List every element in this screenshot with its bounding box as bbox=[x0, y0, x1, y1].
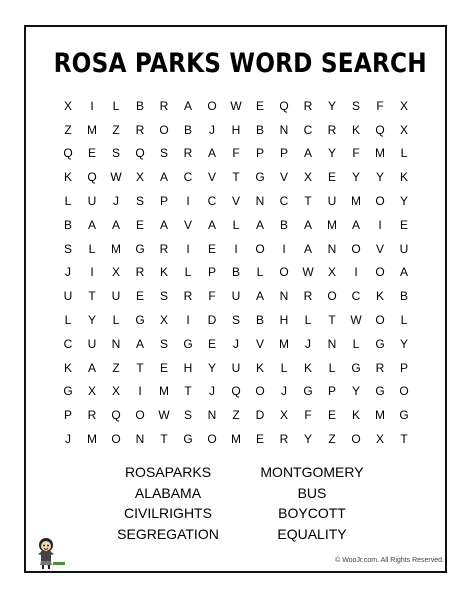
grid-letter: S bbox=[183, 408, 192, 423]
grid-letter: O bbox=[327, 289, 337, 304]
grid-letter: X bbox=[399, 98, 408, 113]
grid-letter: G bbox=[351, 360, 361, 375]
grid-letter: A bbox=[87, 217, 96, 232]
grid-letter: L bbox=[400, 146, 408, 161]
grid-letter: S bbox=[351, 98, 360, 113]
grid-letter: T bbox=[88, 289, 96, 304]
grid-letter: G bbox=[375, 384, 385, 399]
grid-letter: F bbox=[376, 98, 384, 113]
grid-letter: R bbox=[159, 98, 169, 113]
grid-letter: A bbox=[207, 146, 216, 161]
word-list-item: CIVILRIGHTS bbox=[124, 505, 212, 521]
grid-letter: E bbox=[255, 98, 264, 113]
grid-letter: K bbox=[63, 170, 72, 185]
grid-letter: N bbox=[279, 289, 289, 304]
grid-letter: M bbox=[111, 241, 121, 256]
grid-letter: I bbox=[90, 265, 94, 280]
grid-letter: L bbox=[184, 265, 192, 280]
page-title: ROSA PARKS WORD SEARCH bbox=[53, 48, 427, 79]
grid-letter: R bbox=[303, 289, 313, 304]
grid-letter: A bbox=[351, 217, 360, 232]
word-list bbox=[100, 462, 380, 542]
grid-letter: I bbox=[354, 265, 358, 280]
grid-letter: Y bbox=[399, 336, 408, 351]
grid-letter: I bbox=[282, 241, 286, 256]
grid-letter: M bbox=[87, 122, 97, 137]
grid-letter: M bbox=[351, 194, 361, 209]
grid-letter: K bbox=[303, 360, 312, 375]
grid-letter: W bbox=[158, 408, 170, 423]
grid-letter: F bbox=[352, 146, 360, 161]
grid-letter: O bbox=[135, 408, 145, 423]
grid-letter: Z bbox=[64, 122, 72, 137]
grid-letter: L bbox=[88, 241, 96, 256]
grid-letter: X bbox=[135, 170, 144, 185]
grid-letter: O bbox=[111, 432, 121, 447]
grid-letter: S bbox=[231, 313, 240, 328]
grid-letter: R bbox=[87, 408, 97, 423]
grid-letter: O bbox=[375, 313, 385, 328]
grid-letter: G bbox=[255, 170, 265, 185]
grid-letter: Z bbox=[112, 122, 120, 137]
grid-letter: S bbox=[135, 194, 144, 209]
grid-letter: D bbox=[255, 408, 265, 423]
grid-letter: O bbox=[255, 384, 265, 399]
grid-letter: V bbox=[231, 194, 240, 209]
grid-letter: P bbox=[159, 194, 168, 209]
grid-letter: L bbox=[256, 265, 264, 280]
grid-letter: S bbox=[63, 241, 72, 256]
grid-letter: N bbox=[327, 241, 337, 256]
grid-letter: B bbox=[183, 122, 192, 137]
grid-letter: M bbox=[231, 432, 241, 447]
grid-letter: L bbox=[232, 217, 240, 232]
grid-letter: K bbox=[351, 408, 360, 423]
grid-letter: J bbox=[209, 122, 215, 137]
grid-letter: Q bbox=[375, 122, 385, 137]
grid-letter: X bbox=[111, 384, 120, 399]
grid-letter: O bbox=[255, 241, 265, 256]
grid-letter: K bbox=[63, 360, 72, 375]
letter-grid bbox=[56, 94, 416, 451]
grid-letter: R bbox=[327, 122, 337, 137]
grid-letter: E bbox=[135, 217, 144, 232]
grid-letter: C bbox=[207, 194, 217, 209]
grid-letter: T bbox=[184, 384, 192, 399]
grid-letter: A bbox=[255, 289, 264, 304]
grid-letter: V bbox=[279, 170, 288, 185]
grid-letter: G bbox=[183, 336, 193, 351]
grid-letter: L bbox=[352, 336, 360, 351]
grid-letter: I bbox=[186, 194, 190, 209]
grid-letter: M bbox=[159, 384, 169, 399]
grid-letter: V bbox=[207, 170, 216, 185]
grid-letter: E bbox=[87, 146, 96, 161]
grid-letter: J bbox=[65, 432, 71, 447]
grid-letter: I bbox=[234, 241, 238, 256]
grid-letter: X bbox=[375, 432, 384, 447]
grid-letter: D bbox=[207, 313, 217, 328]
word-list-item: BUS bbox=[297, 484, 327, 501]
grid-letter: J bbox=[209, 384, 215, 399]
grid-letter: U bbox=[399, 241, 409, 256]
grid-letter: N bbox=[279, 122, 289, 137]
grid-letter: A bbox=[303, 146, 312, 161]
grid-letter: O bbox=[207, 432, 217, 447]
grid-letter: Q bbox=[231, 384, 241, 399]
grid-letter: J bbox=[305, 336, 311, 351]
grid-letter: R bbox=[375, 360, 385, 375]
grid-letter: C bbox=[351, 289, 361, 304]
word-list-item: ROSAPARKS bbox=[124, 464, 212, 480]
grid-letter: L bbox=[64, 194, 72, 209]
grid-letter: F bbox=[304, 408, 312, 423]
grid-letter: E bbox=[207, 336, 216, 351]
grid-letter: G bbox=[303, 384, 313, 399]
grid-letter: R bbox=[279, 432, 289, 447]
grid-letter: B bbox=[399, 289, 408, 304]
grid-letter: L bbox=[112, 313, 120, 328]
grid-letter: T bbox=[232, 170, 240, 185]
grid-letter: O bbox=[375, 194, 385, 209]
grid-letter: K bbox=[399, 170, 408, 185]
grid-letter: W bbox=[230, 98, 242, 113]
grid-letter: Y bbox=[207, 360, 216, 375]
grid-letter: N bbox=[135, 432, 145, 447]
grid-letter: A bbox=[159, 217, 168, 232]
grid-letter: B bbox=[255, 122, 264, 137]
grid-letter: N bbox=[255, 194, 265, 209]
grid-letter: K bbox=[255, 360, 264, 375]
grid-letter: N bbox=[327, 336, 337, 351]
grid-letter: X bbox=[63, 98, 72, 113]
grid-letter: H bbox=[279, 313, 289, 328]
grid-letter: V bbox=[183, 217, 192, 232]
grid-letter: B bbox=[135, 98, 144, 113]
word-list-item: EQUALITY bbox=[277, 525, 347, 542]
grid-letter: G bbox=[135, 313, 145, 328]
grid-letter: S bbox=[159, 336, 168, 351]
grid-letter: O bbox=[159, 122, 169, 137]
grid-letter: F bbox=[232, 146, 240, 161]
grid-letter: G bbox=[63, 384, 73, 399]
grid-letter: X bbox=[303, 170, 312, 185]
grid-letter: R bbox=[183, 289, 193, 304]
grid-letter: G bbox=[183, 432, 193, 447]
grid-letter: C bbox=[279, 194, 289, 209]
grid-letter: M bbox=[375, 146, 385, 161]
grid-letter: S bbox=[159, 146, 168, 161]
grid-letter: N bbox=[111, 336, 121, 351]
grid-letter: L bbox=[400, 313, 408, 328]
grid-letter: E bbox=[255, 432, 264, 447]
grid-letter: B bbox=[255, 313, 264, 328]
grid-letter: W bbox=[302, 265, 314, 280]
grid-letter: Y bbox=[87, 313, 96, 328]
grid-letter: Z bbox=[328, 432, 336, 447]
grid-letter: O bbox=[279, 265, 289, 280]
grid-letter: T bbox=[160, 432, 168, 447]
grid-letter: P bbox=[279, 146, 288, 161]
grid-letter: L bbox=[328, 360, 336, 375]
grid-letter: X bbox=[111, 265, 120, 280]
grid-letter: A bbox=[183, 98, 192, 113]
grid-letter: A bbox=[207, 217, 216, 232]
grid-letter: K bbox=[375, 289, 384, 304]
grid-letter: S bbox=[111, 146, 120, 161]
grid-letter: P bbox=[327, 384, 336, 399]
grid-letter: U bbox=[111, 289, 121, 304]
grid-letter: I bbox=[186, 313, 190, 328]
grid-letter: A bbox=[87, 360, 96, 375]
grid-letter: I bbox=[378, 217, 382, 232]
grid-letter: A bbox=[255, 217, 264, 232]
grid-letter: Q bbox=[111, 408, 121, 423]
grid-letter: A bbox=[111, 217, 120, 232]
grid-letter: R bbox=[135, 265, 145, 280]
grid-letter: C bbox=[303, 122, 313, 137]
grid-letter: O bbox=[399, 384, 409, 399]
grid-letter: A bbox=[159, 170, 168, 185]
grid-letter: Z bbox=[112, 360, 120, 375]
grid-letter: G bbox=[399, 408, 409, 423]
grid-letter: W bbox=[110, 170, 122, 185]
grid-letter: E bbox=[399, 217, 408, 232]
word-list-item: ALABAMA bbox=[134, 484, 202, 501]
grid-letter: L bbox=[64, 313, 72, 328]
grid-letter: I bbox=[186, 241, 190, 256]
grid-letter: Q bbox=[135, 146, 145, 161]
grid-letter: Q bbox=[279, 98, 289, 113]
grid-letter: K bbox=[159, 265, 168, 280]
grid-letter: J bbox=[65, 265, 71, 280]
grid-letter: S bbox=[159, 289, 168, 304]
grid-letter: X bbox=[159, 313, 168, 328]
grid-letter: O bbox=[207, 98, 217, 113]
grid-letter: U bbox=[231, 289, 241, 304]
grid-letter: M bbox=[87, 432, 97, 447]
grid-letter: V bbox=[375, 241, 384, 256]
grid-letter: N bbox=[207, 408, 217, 423]
grid-letter: A bbox=[303, 241, 312, 256]
grid-letter: G bbox=[375, 336, 385, 351]
grid-letter: H bbox=[231, 122, 241, 137]
grid-letter: T bbox=[328, 313, 336, 328]
grid-letter: I bbox=[90, 98, 94, 113]
grid-letter: U bbox=[87, 194, 97, 209]
grid-letter: Q bbox=[63, 146, 73, 161]
grid-letter: B bbox=[279, 217, 288, 232]
grid-letter: K bbox=[351, 122, 360, 137]
grid-letter: Q bbox=[87, 170, 97, 185]
word-list-item: BOYCOTT bbox=[278, 505, 346, 521]
grid-letter: Z bbox=[232, 408, 240, 423]
grid-letter: Y bbox=[351, 384, 360, 399]
grid-letter: J bbox=[281, 384, 287, 399]
grid-letter: T bbox=[136, 360, 144, 375]
copyright-text: © WooJr.com. All Rights Reserved. bbox=[335, 557, 444, 564]
grid-letter: O bbox=[351, 432, 361, 447]
grid-letter: U bbox=[63, 289, 73, 304]
grid-letter: U bbox=[327, 194, 337, 209]
grid-letter: L bbox=[112, 98, 120, 113]
grid-letter: P bbox=[255, 146, 264, 161]
grid-letter: Y bbox=[351, 170, 360, 185]
grid-letter: V bbox=[255, 336, 264, 351]
grid-letter: X bbox=[399, 122, 408, 137]
grid-letter: A bbox=[135, 336, 144, 351]
grid-letter: E bbox=[327, 170, 336, 185]
grid-letter: L bbox=[304, 313, 312, 328]
grid-letter: I bbox=[138, 384, 142, 399]
grid-letter: O bbox=[375, 265, 385, 280]
grid-letter: Y bbox=[303, 432, 312, 447]
grid-letter: H bbox=[183, 360, 193, 375]
word-list-item: MONTGOMERY bbox=[260, 464, 364, 480]
grid-letter: C bbox=[63, 336, 73, 351]
grid-letter: P bbox=[207, 265, 216, 280]
grid-letter: P bbox=[399, 360, 408, 375]
grid-letter: X bbox=[279, 408, 288, 423]
grid-letter: P bbox=[63, 408, 72, 423]
grid-letter: M bbox=[327, 217, 337, 232]
grid-letter: Y bbox=[399, 194, 408, 209]
grid-letter: B bbox=[63, 217, 72, 232]
grid-letter: T bbox=[400, 432, 408, 447]
grid-letter: A bbox=[303, 217, 312, 232]
grid-letter: Y bbox=[327, 146, 336, 161]
grid-letter: X bbox=[87, 384, 96, 399]
grid-letter: M bbox=[375, 408, 385, 423]
grid-letter: O bbox=[351, 241, 361, 256]
grid-letter: M bbox=[279, 336, 289, 351]
grid-letter: Y bbox=[375, 170, 384, 185]
grid-letter: R bbox=[135, 122, 145, 137]
grid-letter: E bbox=[159, 360, 168, 375]
grid-letter: G bbox=[135, 241, 145, 256]
grid-letter: J bbox=[113, 194, 119, 209]
grid-letter: X bbox=[327, 265, 336, 280]
grid-letter: C bbox=[183, 170, 193, 185]
grid-letter: E bbox=[135, 289, 144, 304]
grid-letter: R bbox=[303, 98, 313, 113]
grid-letter: T bbox=[304, 194, 312, 209]
word-list-item: SEGREGATION bbox=[117, 525, 219, 542]
grid-letter: E bbox=[207, 241, 216, 256]
grid-letter: L bbox=[280, 360, 288, 375]
grid-letter: U bbox=[231, 360, 241, 375]
grid-letter: A bbox=[399, 265, 408, 280]
grid-letter: J bbox=[233, 336, 239, 351]
grid-letter: Y bbox=[327, 98, 336, 113]
grid-letter: F bbox=[208, 289, 216, 304]
grid-letter: E bbox=[327, 408, 336, 423]
mascot-icon bbox=[33, 536, 69, 570]
grid-letter: B bbox=[231, 265, 240, 280]
grid-letter: W bbox=[350, 313, 362, 328]
grid-letter: R bbox=[183, 146, 193, 161]
grid-letter: R bbox=[159, 241, 169, 256]
grid-letter: U bbox=[87, 336, 97, 351]
